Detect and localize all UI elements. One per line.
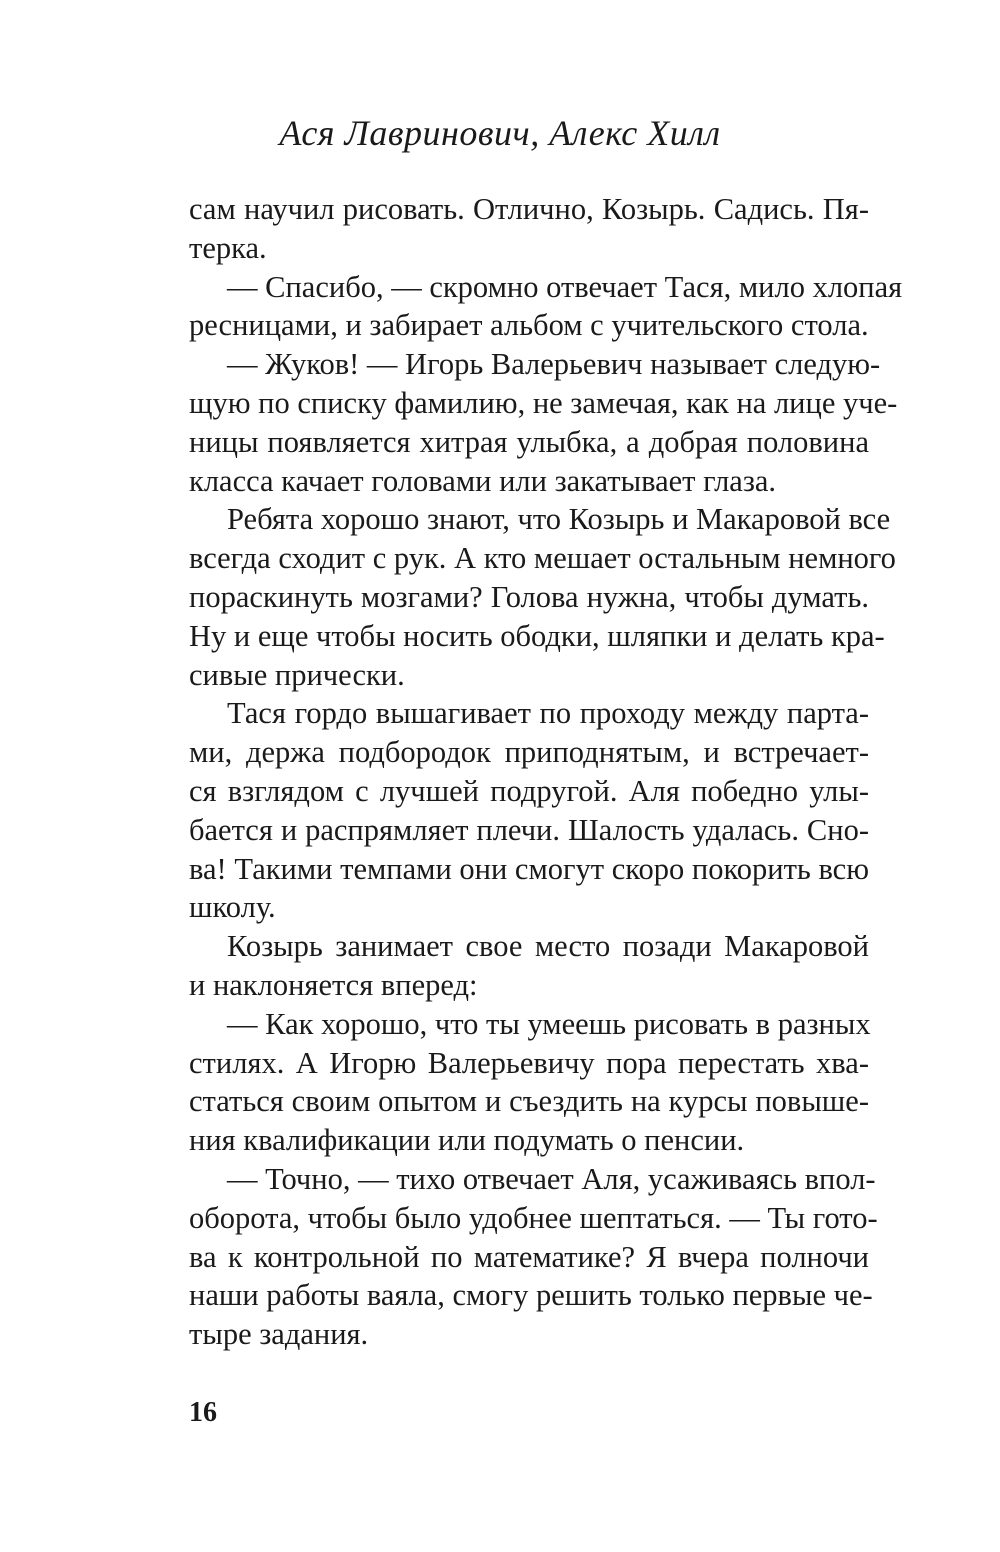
text-line: — Как хорошо, что ты умеешь рисовать в разных bbox=[227, 1006, 871, 1041]
text-line: Тася гордо вышагивает по проходу между парта- bbox=[227, 696, 869, 731]
text-line: класса качает головами или закатывает глаза. bbox=[189, 463, 777, 498]
text-line: всегда сходит с рук. А кто мешает остальным немного bbox=[189, 541, 896, 576]
text-line: тыре задания. bbox=[189, 1317, 369, 1352]
text-line: Ребята хорошо знают, что Козырь и Макаровой все bbox=[227, 502, 891, 537]
text-line: — Жуков! — Игорь Валерьевич называет следую- bbox=[227, 347, 881, 382]
text-line: — Спасибо, — скромно отвечает Тася, мило хлопая bbox=[227, 269, 903, 304]
text-line: ва к контрольной по математике? Я вчера полночи bbox=[189, 1239, 869, 1274]
text-line: — Точно, — тихо отвечает Аля, усаживаясь впол- bbox=[227, 1161, 876, 1196]
text-line: бается и распрямляет плечи. Шалость удалась. Сно- bbox=[189, 812, 869, 847]
text-line: стилях. А Игорю Валерьевичу пора перестать хва- bbox=[189, 1045, 869, 1080]
text-line: Ну и еще чтобы носить ободки, шляпки и делать кра- bbox=[189, 618, 885, 653]
page-number: 16 bbox=[189, 1397, 217, 1428]
text-line: и наклоняется вперед: bbox=[189, 967, 478, 1002]
text-line: ницы появляется хитрая улыбка, а добрая половина bbox=[189, 424, 869, 459]
text-line: ресницами, и забирает альбом с учительского стола. bbox=[189, 308, 869, 343]
text-line: Козырь занимает свое место позади Макаровой bbox=[227, 929, 869, 964]
running-head: Ася Лавринович, Алекс Хилл bbox=[279, 113, 721, 153]
text-line: пораскинуть мозгами? Голова нужна, чтобы думать. bbox=[189, 579, 869, 614]
text-line: сивые прически. bbox=[189, 657, 405, 692]
text-line: оборота, чтобы было удобнее шептаться. — Ты гото- bbox=[189, 1200, 878, 1235]
text-line: сам научил рисовать. Отлично, Козырь. Садись. Пя- bbox=[189, 192, 869, 226]
text-line: школу. bbox=[189, 890, 276, 925]
body-text bbox=[189, 190, 903, 1354]
text-line: наши работы ваяла, смогу решить только первые че- bbox=[189, 1278, 873, 1313]
text-line: терка. bbox=[189, 230, 267, 265]
text-line: ва! Такими темпами они смогут скоро покорить всю bbox=[189, 851, 869, 886]
text-line: статься своим опытом и съездить на курсы повыше- bbox=[189, 1084, 869, 1119]
text-line: ния квалификации или подумать о пенсии. bbox=[189, 1123, 745, 1158]
text-line: ми, держа подбородок приподнятым, и встречает- bbox=[189, 735, 869, 770]
text-line: щую по списку фамилию, не замечая, как на лице уче- bbox=[189, 385, 898, 420]
text-line: ся взглядом с лучшей подругой. Аля победно улы- bbox=[189, 773, 869, 808]
